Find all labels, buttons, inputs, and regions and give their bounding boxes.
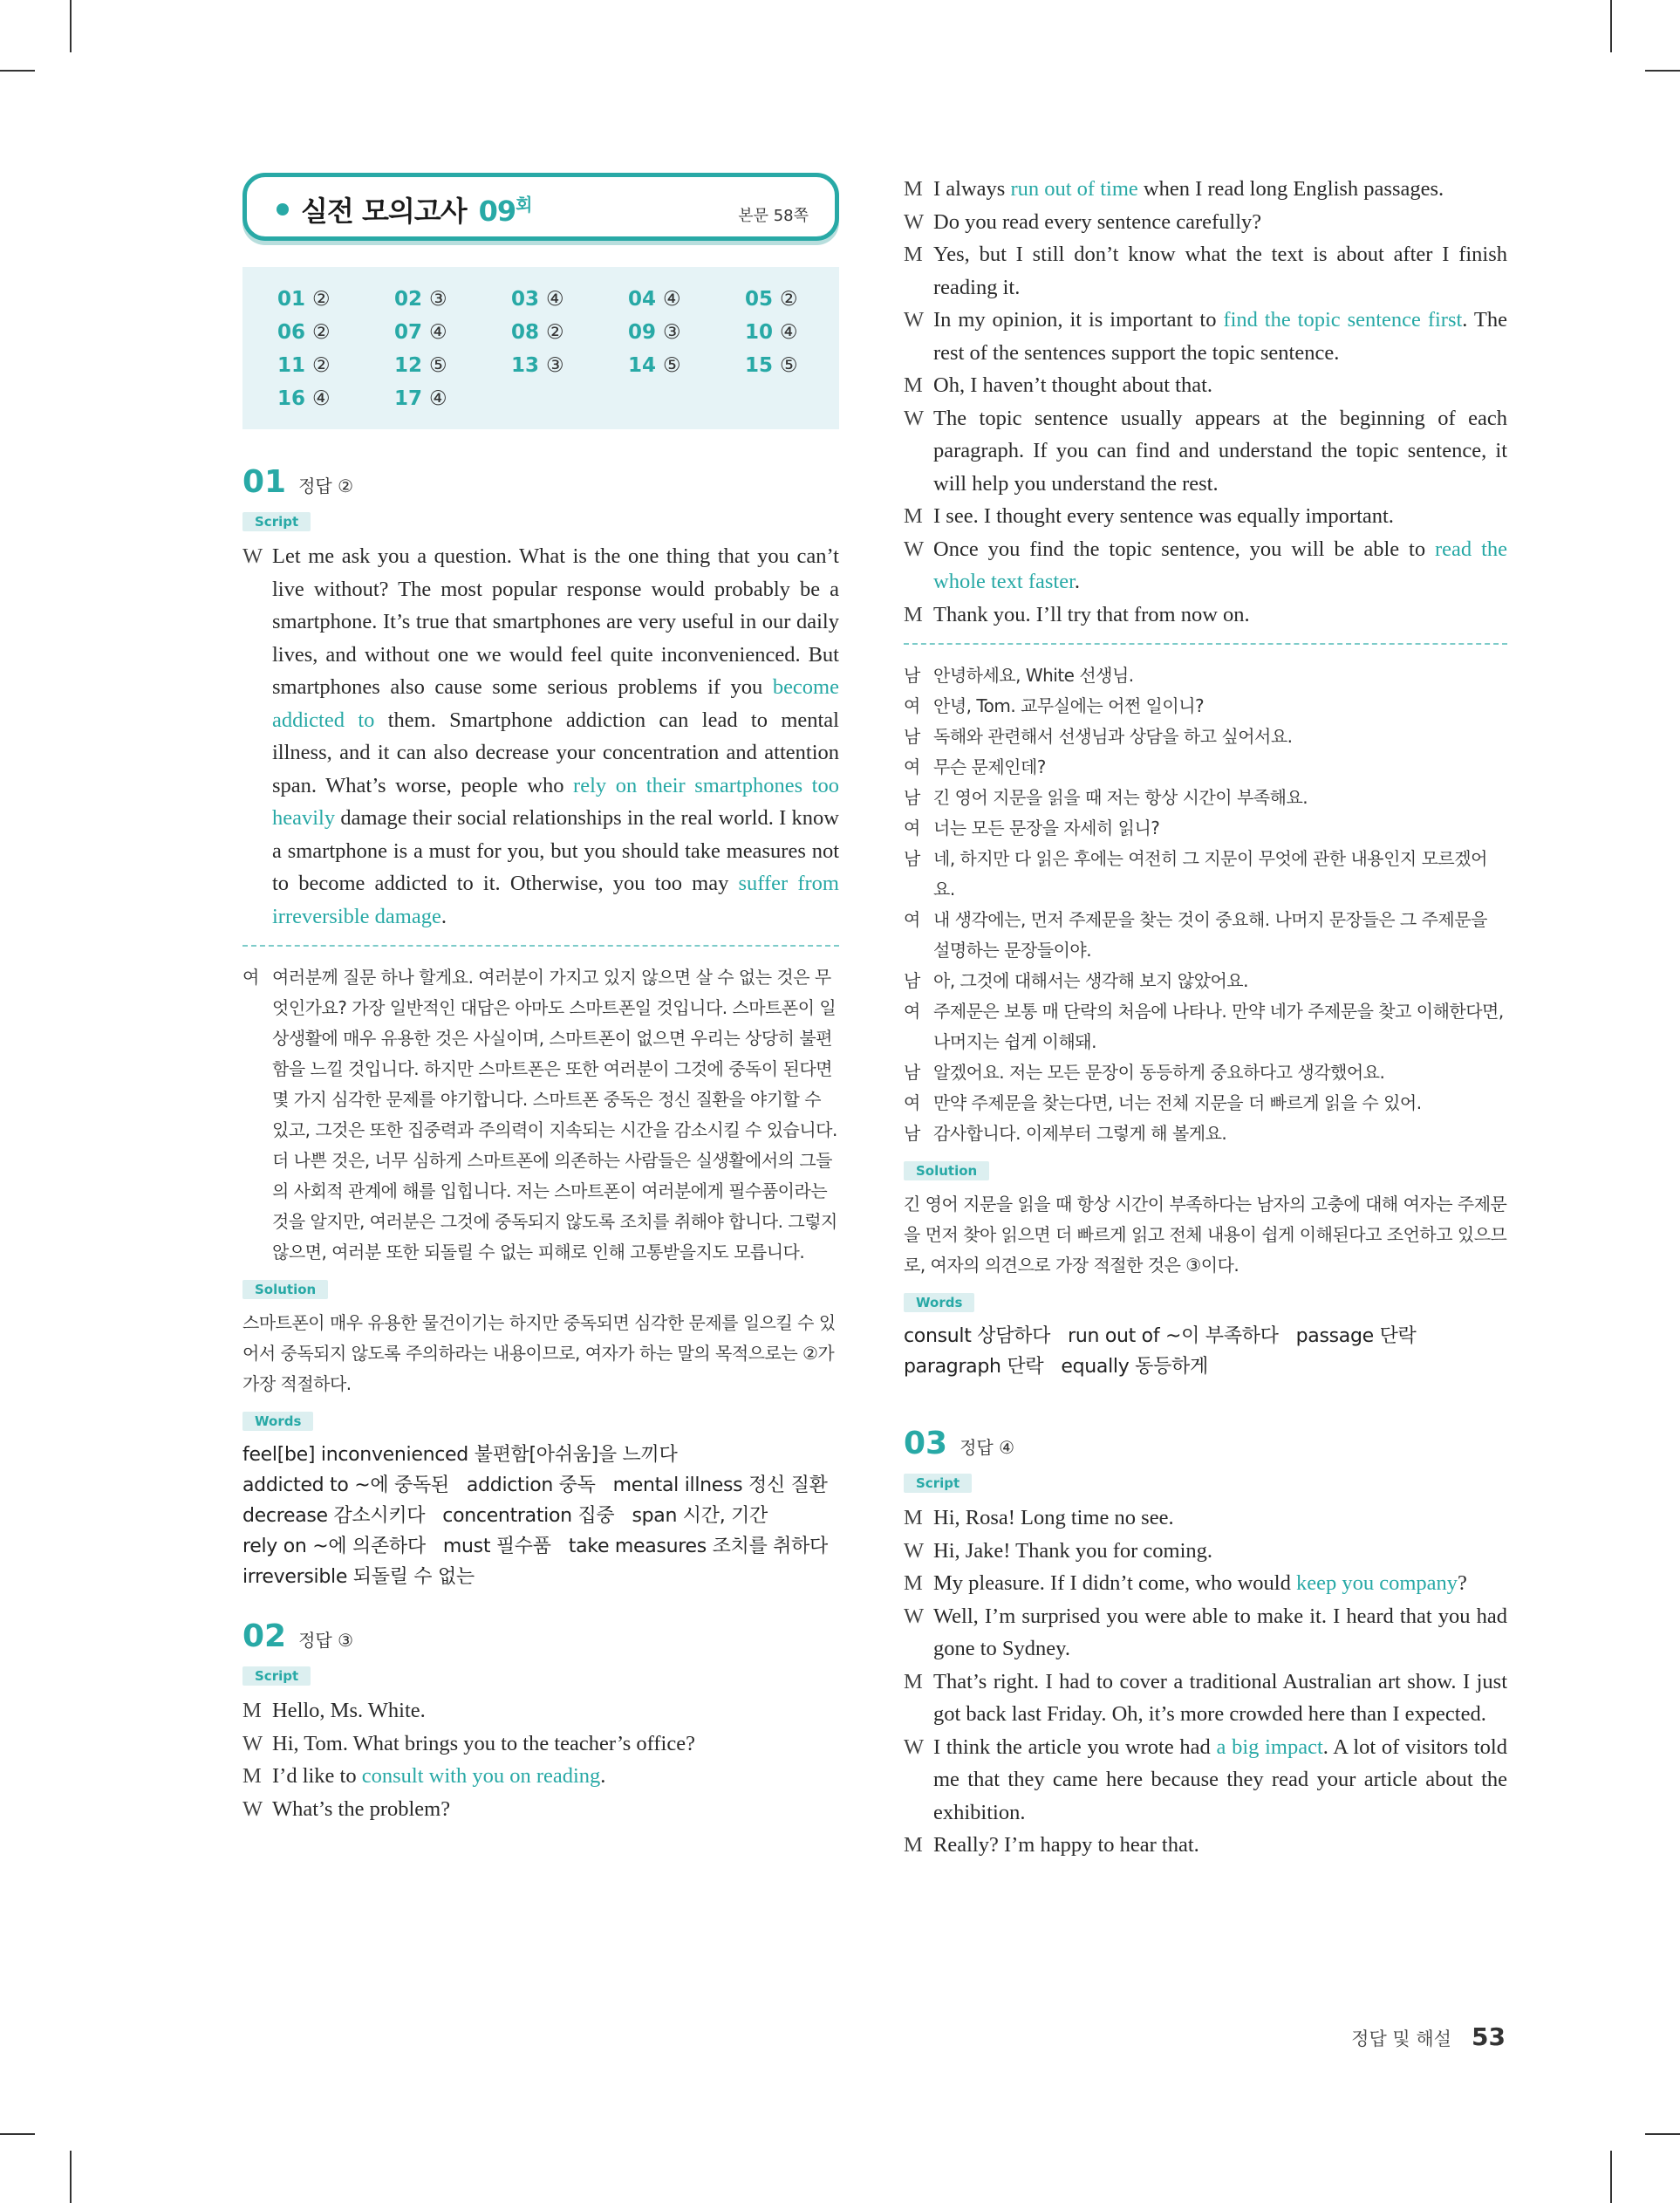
dialogue-segment: I see. I thought every sentence was equally important.	[933, 504, 1394, 528]
dialogue-text	[272, 1694, 839, 1728]
dialogue-segment: Thank you. I’ll try that from now on.	[933, 602, 1250, 626]
speaker-label: 남	[904, 1062, 920, 1083]
answer-key-question: 07	[394, 321, 423, 344]
dialogue-segment: My pleasure. If I didn’t come, who would	[933, 1571, 1296, 1595]
dialogue-text	[272, 1728, 839, 1761]
answer-key-item	[277, 321, 394, 344]
dialogue-segment: Really? I’m happy to hear that.	[933, 1833, 1199, 1857]
speaker-label: W	[904, 406, 925, 430]
dialogue-segment: Yes, but I still don’t know what the text is about after I finish reading it.	[933, 243, 1507, 299]
speaker-label: 남	[904, 726, 920, 747]
question-number: 03	[904, 1426, 948, 1461]
speaker-label: 남	[904, 787, 920, 808]
translation-line	[904, 1119, 1507, 1149]
answer-key-item	[277, 387, 394, 410]
translation-text: 무슨 문제인데?	[933, 756, 1046, 777]
speaker-label: W	[904, 1538, 925, 1563]
speaker-label: 여	[904, 818, 920, 838]
speaker-label: 남	[904, 970, 920, 991]
speaker-label: W	[242, 544, 263, 568]
dashed-divider	[904, 643, 1507, 645]
dialogue-line	[242, 1728, 839, 1761]
answer-key-choice: ④	[429, 387, 447, 410]
dialogue-segment: ?	[1458, 1571, 1467, 1595]
script-tag: Script	[904, 1474, 972, 1493]
test-number-suffix: 회	[516, 194, 532, 216]
dialogue-text	[272, 540, 839, 933]
words-list	[904, 1321, 1507, 1382]
translation-text: 아, 그것에 대해서는 생각해 보지 않았어요.	[933, 970, 1248, 991]
translation-text: 내 생각에는, 먼저 주제문을 찾는 것이 중요해. 나머지 문장들은 그 주제문을 설명하는 문장들이야.	[933, 909, 1487, 961]
answer-key-question: 05	[745, 288, 774, 311]
translation-line	[904, 752, 1507, 783]
answer-key-item	[745, 288, 862, 311]
answer-key-choice: ④	[429, 321, 447, 344]
translation-text: 안녕, Tom. 교무실에는 어쩐 일이니?	[933, 695, 1205, 716]
dialogue-line	[242, 1793, 839, 1826]
crop-mark	[1645, 2133, 1680, 2135]
left-column	[242, 173, 839, 1825]
translation-block	[904, 660, 1507, 1149]
dialogue-text	[933, 1829, 1507, 1862]
speaker-label: M	[242, 1699, 262, 1722]
speaker-label: W	[904, 308, 925, 332]
answer-key-item	[394, 354, 511, 377]
answer-key-grid	[242, 267, 839, 429]
answer-key-item	[277, 288, 394, 311]
dialogue-segment: Hi, Tom. What brings you to the teacher’s office?	[272, 1731, 695, 1755]
speaker-label: 여	[242, 967, 259, 988]
speaker-label: M	[242, 1764, 262, 1788]
answer-key-choice: ②	[312, 354, 331, 377]
script-tag: Script	[242, 512, 311, 531]
speaker-label: M	[904, 1669, 923, 1693]
test-number-value: 09	[478, 195, 516, 228]
question-answer: 정답 ③	[298, 1630, 354, 1651]
highlighted-phrase: suffer from irreversible damage	[272, 872, 839, 928]
answer-key-choice: ③	[663, 321, 681, 344]
dialogue-line	[904, 369, 1507, 402]
dialogue-text	[933, 1567, 1507, 1600]
speaker-label: W	[242, 1796, 263, 1821]
dialogue-text	[933, 500, 1507, 533]
highlighted-phrase: find the topic sentence first	[1223, 308, 1463, 332]
dialogue-text	[272, 1760, 839, 1793]
dialogue-segment: damage their social relationships in the real world. I know a smartphone is a must for you, but you should take measures not to become addicted to it. Otherwise, you too may	[272, 806, 839, 895]
answer-key-choice: ⑤	[663, 354, 681, 377]
dialogue-text	[933, 206, 1507, 239]
page-number: 53	[1472, 2022, 1506, 2051]
answer-key-question: 09	[628, 321, 657, 344]
dialogue-text	[933, 1600, 1507, 1666]
test-number	[479, 195, 532, 228]
crop-mark	[1610, 0, 1612, 52]
question-header	[904, 1426, 1507, 1461]
dialogue-segment: . A lot of visitors told me that they came here because they read your article about the exhibition.	[933, 1734, 1507, 1824]
answer-key-choice: ②	[312, 321, 331, 344]
dialogue-line	[242, 540, 839, 933]
highlighted-phrase: a big impact	[1216, 1734, 1323, 1759]
answer-key-choice: ②	[312, 288, 331, 311]
translation-text: 너는 모든 문장을 자세히 읽니?	[933, 818, 1160, 838]
translation-text: 긴 영어 지문을 읽을 때 저는 항상 시간이 부족해요.	[933, 787, 1308, 808]
crop-mark	[0, 2133, 35, 2135]
crop-mark	[1610, 2151, 1612, 2203]
dialogue-line	[904, 402, 1507, 501]
dialogue-segment: them. Smartphone addiction can lead to mental illness, and it can also decrease your concentration and attention span. What’s worse, people who	[272, 708, 839, 797]
translation-text: 여러분께 질문 하나 할게요. 여러분이 가지고 있지 않으면 살 수 없는 것은 무엇인가요? 가장 일반적인 대답은 아마도 스마트폰일 것입니다. 스마트폰이 일상생활에 매우 유용한 것은 사실이며, 스마트폰이 없으면 우리는 상당히 불편함을 느낄 것입니다. 하지만 스마트폰은 또한 여러분이 그것에 중독이 된다면 몇 가지 심각한 문제를 야기합니다. 스마트폰 중독은 정신 질환을 야기할 수 있고, 그것은 또한 집중력과 주의력이 지속되는 시간을 감소시킬 수 있습니다. 더 나쁜 것은, 너무 심하게 스마트폰에 의존하는 사람들은 실생활에서의 그들의 사회적 관계에 해를 입힙니다. 저는 스마트폰이 여러분에게 필수품이라는 것을 알지만, 여러분은 그것에 중독되지 않도록 조치를 취해야 합니다. 그렇지 않으면, 여러분 또한 되돌릴 수 없는 피해로 인해 고통받을지도 모릅니다.	[272, 967, 837, 1262]
answer-key-question: 03	[511, 288, 540, 311]
dialogue-text	[933, 1731, 1507, 1830]
words-list	[242, 1440, 839, 1592]
dialogue-line	[242, 1694, 839, 1728]
answer-key-item	[394, 321, 511, 344]
crop-mark	[1645, 70, 1680, 72]
answer-key-item	[394, 387, 511, 410]
translation-text: 알겠어요. 저는 모든 문장이 동등하게 중요하다고 생각했어요.	[933, 1062, 1385, 1083]
highlighted-phrase: run out of time	[1010, 177, 1138, 201]
words-tag: Words	[242, 1412, 313, 1431]
translation-block	[242, 962, 839, 1268]
script-block	[904, 173, 1507, 631]
highlighted-phrase: keep you company	[1295, 1571, 1458, 1595]
question-header	[242, 1618, 839, 1654]
dialogue-text	[933, 369, 1507, 402]
speaker-label: 남	[904, 1123, 920, 1144]
question-header	[242, 464, 839, 500]
word-entry: feel[be] inconvenienced 불편함[아쉬움]을 느끼다	[242, 1444, 678, 1466]
dialogue-line	[904, 206, 1507, 239]
speaker-label: 남	[904, 848, 920, 869]
translation-text: 독해와 관련해서 선생님과 상담을 하고 싶어서요.	[933, 726, 1293, 747]
speaker-label: 여	[904, 1092, 920, 1113]
answer-key-question: 12	[394, 354, 423, 377]
speaker-label: 여	[904, 756, 920, 777]
answer-key-item	[394, 288, 511, 311]
speaker-label: 여	[904, 1001, 920, 1022]
dialogue-line	[242, 1760, 839, 1793]
crop-mark	[70, 0, 72, 52]
speaker-label: 여	[904, 695, 920, 716]
dialogue-segment: Hi, Rosa! Long time no see.	[933, 1506, 1174, 1529]
dialogue-line	[904, 599, 1507, 632]
speaker-label: M	[904, 177, 923, 201]
question-number: 02	[242, 1618, 287, 1654]
question-number: 01	[242, 464, 287, 500]
translation-line	[242, 962, 839, 1268]
answer-key-choice: ③	[429, 288, 447, 311]
answer-key-question: 11	[277, 354, 306, 377]
dialogue-line	[904, 1567, 1507, 1600]
dialogue-text	[933, 402, 1507, 501]
answer-key-item	[511, 354, 628, 377]
words-tag: Words	[904, 1293, 974, 1312]
answer-key-question: 16	[277, 387, 306, 410]
dialogue-text	[933, 304, 1507, 369]
word-entry: irreversible 되돌릴 수 없는	[242, 1566, 475, 1588]
answer-key-item	[628, 321, 745, 344]
translation-line	[904, 691, 1507, 722]
dialogue-text	[933, 599, 1507, 632]
script-block	[904, 1502, 1507, 1862]
answer-key-item	[628, 288, 745, 311]
dialogue-line	[904, 1829, 1507, 1862]
dialogue-text	[933, 1666, 1507, 1731]
translation-text: 주제문은 보통 매 단락의 처음에 나타나. 만약 네가 주제문을 찾고 이해한다면, 나머지는 쉽게 이해돼.	[933, 1001, 1504, 1052]
speaker-label: M	[904, 1833, 923, 1857]
script-block	[242, 540, 839, 933]
answer-key-choice: ④	[780, 321, 798, 344]
script-block	[242, 1694, 839, 1825]
dialogue-line	[904, 1502, 1507, 1535]
answer-key-question: 14	[628, 354, 657, 377]
dashed-divider	[242, 945, 839, 947]
dialogue-segment: Hi, Jake! Thank you for coming.	[933, 1538, 1213, 1563]
speaker-label: W	[904, 537, 925, 561]
translation-line	[904, 722, 1507, 752]
answer-key-question: 17	[394, 387, 423, 410]
dialogue-segment: I think the article you wrote had	[933, 1734, 1217, 1759]
speaker-label: 남	[904, 665, 920, 686]
speaker-label: M	[904, 1506, 923, 1529]
answer-key-question: 10	[745, 321, 774, 344]
dialogue-segment: Do you read every sentence carefully?	[933, 209, 1262, 234]
speaker-label: W	[242, 1731, 263, 1755]
highlighted-phrase: consult with you on reading	[361, 1764, 601, 1788]
translation-line	[904, 660, 1507, 691]
highlighted-phrase: become addicted to	[272, 675, 839, 732]
dialogue-segment: The topic sentence usually appears at the beginning of each paragraph. If you can find and understand the topic sentence, it will help you understand the rest.	[933, 406, 1507, 496]
dialogue-line	[904, 1535, 1507, 1568]
answer-key-item	[277, 354, 394, 377]
translation-line	[904, 1057, 1507, 1088]
dialogue-segment: .	[600, 1764, 606, 1788]
dialogue-segment: when I read long English passages.	[1137, 177, 1444, 201]
crop-mark	[0, 70, 35, 72]
speaker-label: W	[904, 1734, 925, 1759]
answer-key-item	[511, 288, 628, 311]
dialogue-segment: Let me ask you a question. What is the one thing that you can’t live without? The most popular response would probably be a smartphone. It’s true that smartphones are very useful in our daily lives, and without one we would feel quite inconvenienced. But smartphones also cause some serious problems if you	[272, 544, 839, 699]
dialogue-segment: Hello, Ms. White.	[272, 1699, 426, 1722]
dialogue-segment: I’d like to	[272, 1764, 362, 1788]
dialogue-line	[904, 533, 1507, 599]
translation-line	[904, 783, 1507, 813]
dialogue-segment: .	[1074, 570, 1081, 593]
answer-key-choice: ⑤	[780, 354, 798, 377]
dialogue-segment: Once you find the topic sentence, you will be able to	[933, 537, 1436, 561]
translation-line	[904, 1088, 1507, 1119]
translation-line	[904, 996, 1507, 1057]
speaker-label: W	[904, 1604, 925, 1628]
answer-key-question: 01	[277, 288, 306, 311]
dialogue-segment: . The rest of the sentences support the topic sentence.	[933, 308, 1507, 365]
translation-line	[904, 966, 1507, 996]
translation-text: 감사합니다. 이제부터 그렇게 해 볼게요.	[933, 1123, 1227, 1144]
highlighted-phrase: read the whole text faster	[933, 537, 1508, 593]
answer-key-item	[745, 354, 862, 377]
test-header	[242, 173, 839, 241]
word-entry: decrease 감소시키다 concentration 집중 span 시간, 기간	[242, 1505, 768, 1527]
dialogue-text	[933, 1502, 1507, 1535]
dialogue-line	[904, 500, 1507, 533]
word-entry: consult 상담하다 run out of ~이 부족하다 passage 단락	[904, 1325, 1417, 1347]
answer-key-question: 08	[511, 321, 540, 344]
answer-key-item	[511, 321, 628, 344]
dialogue-segment: .	[440, 904, 447, 928]
question-answer: 정답 ②	[298, 475, 354, 496]
translation-line	[904, 844, 1507, 905]
dialogue-line	[904, 304, 1507, 369]
answer-key-question: 04	[628, 288, 657, 311]
dialogue-text	[272, 1793, 839, 1826]
dialogue-segment: I always	[933, 177, 1011, 201]
answer-key-question: 15	[745, 354, 774, 377]
translation-text: 만약 주제문을 찾는다면, 너는 전체 지문을 더 빠르게 읽을 수 있어.	[933, 1092, 1422, 1113]
translation-text: 안녕하세요, White 선생님.	[933, 665, 1134, 686]
answer-key-choice: ②	[780, 288, 798, 311]
answer-key-question: 06	[277, 321, 306, 344]
answer-key-item	[745, 321, 862, 344]
solution-tag: Solution	[904, 1161, 989, 1180]
translation-line	[904, 813, 1507, 844]
dialogue-line	[904, 1731, 1507, 1830]
dialogue-line	[904, 238, 1507, 304]
solution-text: 스마트폰이 매우 유용한 물건이기는 하지만 중독되면 심각한 문제를 일으킬 수 있어서 중독되지 않도록 주의하라는 내용이므로, 여자가 하는 말의 목적으로는 ②가 가장 적절하다.	[242, 1312, 836, 1394]
word-entry: rely on ~에 의존하다 must 필수품 take measures 조치를 취하다	[242, 1536, 828, 1557]
page-footer	[1351, 2022, 1506, 2051]
dialogue-segment: What’s the problem?	[272, 1796, 451, 1821]
dialogue-line	[904, 1600, 1507, 1666]
page-reference: 본문 58쪽	[738, 207, 809, 225]
dialogue-text	[933, 238, 1507, 304]
question-answer: 정답 ④	[960, 1437, 1015, 1458]
dialogue-text	[933, 173, 1507, 206]
answer-key-choice: ②	[546, 321, 564, 344]
speaker-label: M	[904, 243, 923, 266]
speaker-label: 여	[904, 909, 920, 930]
speaker-label: M	[904, 504, 923, 528]
answer-key-choice: ④	[663, 288, 681, 311]
answer-key-item	[628, 354, 745, 377]
dialogue-line	[904, 1666, 1507, 1731]
dialogue-segment: That’s right. I had to cover a traditional Australian art show. I just got back last Friday. Oh, it’s more crowded here than I expected.	[933, 1669, 1507, 1726]
answer-key-question: 13	[511, 354, 540, 377]
footer-label: 정답 및 해설	[1351, 2029, 1451, 2049]
bullet-dot-icon	[277, 203, 289, 216]
answer-key-choice: ⑤	[429, 354, 447, 377]
dialogue-text	[933, 533, 1507, 599]
solution-tag: Solution	[242, 1280, 328, 1299]
answer-key-choice: ③	[546, 354, 564, 377]
test-title	[301, 189, 531, 229]
dialogue-segment: Oh, I haven’t thought about that.	[933, 373, 1213, 397]
right-column	[904, 173, 1507, 1862]
translation-line	[904, 905, 1507, 966]
speaker-label: M	[904, 602, 923, 626]
dialogue-text	[933, 1535, 1507, 1568]
answer-key-choice: ④	[546, 288, 564, 311]
script-tag: Script	[242, 1666, 311, 1686]
speaker-label: M	[904, 373, 923, 397]
speaker-label: W	[904, 209, 925, 234]
highlighted-phrase: rely on their smartphones too heavily	[272, 773, 839, 830]
answer-key-choice: ④	[312, 387, 331, 410]
dialogue-segment: Well, I’m surprised you were able to make it. I heard that you had gone to Sydney.	[933, 1604, 1507, 1660]
solution-text: 긴 영어 지문을 읽을 때 항상 시간이 부족하다는 남자의 고충에 대해 여자는 주제문을 먼저 찾아 읽으면 더 빠르게 읽고 전체 내용이 쉽게 이해된다고 조언하고 있으므로, 여자의 의견으로 가장 적절한 것은 ③이다.	[904, 1194, 1507, 1276]
speaker-label: M	[904, 1571, 923, 1595]
crop-mark	[70, 2151, 72, 2203]
dialogue-line	[904, 173, 1507, 206]
dialogue-segment: In my opinion, it is important to	[933, 308, 1224, 332]
title-text: 실전 모의고사	[301, 195, 467, 228]
word-entry: addicted to ~에 중독된 addiction 중독 mental illness 정신 질환	[242, 1474, 828, 1496]
answer-key-question: 02	[394, 288, 423, 311]
word-entry: paragraph 단락 equally 동등하게	[904, 1356, 1208, 1378]
translation-text: 네, 하지만 다 읽은 후에는 여전히 그 지문이 무엇에 관한 내용인지 모르겠어요.	[933, 848, 1487, 900]
